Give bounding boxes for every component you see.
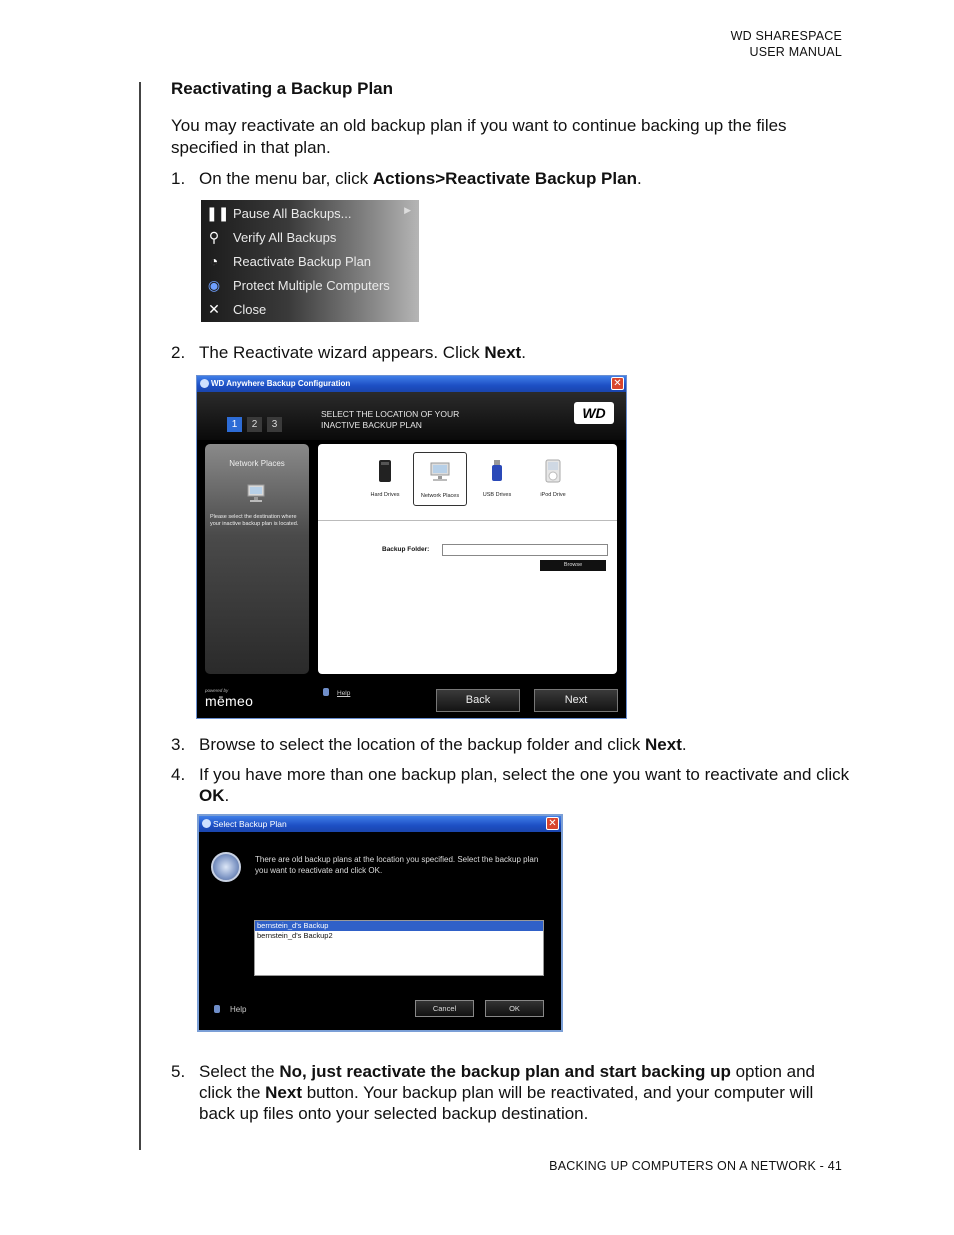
divider — [318, 520, 617, 521]
ipod-icon — [543, 458, 563, 484]
side-panel-title: Network Places — [229, 459, 285, 468]
step-text: button. Your backup plan will be reactivated, and your computer will back up files onto your selected backup destination. — [199, 1083, 814, 1123]
step-emphasis: Next — [484, 343, 522, 362]
network-icon: ◉ — [207, 277, 221, 293]
wizard-step-indicator — [227, 414, 287, 432]
network-places-icon — [245, 482, 267, 504]
window-title: Select Backup Plan — [213, 819, 287, 829]
close-icon[interactable]: ✕ — [546, 817, 559, 830]
step-emphasis: Actions>Reactivate Backup Plan — [372, 169, 637, 188]
magnifier-icon: ⚲ — [208, 229, 220, 245]
wizard-step-2: 2 — [247, 417, 262, 432]
step-number: 5. — [171, 1062, 186, 1081]
menu-item-verify-all-backups[interactable] — [201, 225, 419, 249]
intro-paragraph: You may reactivate an old backup plan if you want to continue backing up the files specified in that plan. — [171, 116, 787, 157]
step-1 — [171, 168, 851, 189]
wizard-heading-line: INACTIVE BACKUP PLAN — [321, 420, 422, 430]
margin-rule — [139, 82, 141, 1150]
choice-network-places[interactable] — [413, 452, 467, 506]
wizard-heading — [321, 409, 459, 431]
side-panel-description: Please select the destination where your inactive backup plan is located. — [210, 514, 299, 527]
step-text: The Reactivate wizard appears. Click — [199, 343, 485, 362]
menu-item-label: Protect Multiple Computers — [233, 278, 390, 293]
step-emphasis: Next — [265, 1083, 302, 1102]
backup-plan-list[interactable] — [254, 920, 544, 976]
app-icon — [200, 379, 209, 388]
menu-item-label: Close — [233, 302, 267, 317]
reactivate-wizard-screenshot — [196, 375, 627, 719]
choice-label: Network Places — [420, 493, 460, 499]
usb-drive-icon — [487, 458, 507, 484]
list-item[interactable]: bernstein_d's Backup2 — [257, 931, 333, 940]
cancel-button[interactable]: Cancel — [415, 1000, 474, 1017]
help-shield-icon — [214, 1005, 220, 1013]
step-4 — [171, 764, 851, 806]
memeo-logo — [205, 688, 253, 709]
step-text: Select the — [199, 1062, 280, 1081]
choice-hard-drives[interactable] — [358, 452, 412, 506]
step-number: 4. — [171, 765, 186, 784]
step-text: . — [224, 786, 230, 805]
step-emphasis: Next — [645, 735, 682, 754]
step-text: On the menu bar, click — [199, 169, 373, 188]
help-link[interactable] — [214, 1005, 246, 1014]
step-text: . — [681, 735, 687, 754]
menu-item-label: Reactivate Backup Plan — [233, 254, 372, 269]
help-label: Help — [337, 690, 351, 697]
backup-folder-input[interactable] — [442, 544, 608, 556]
hard-drive-icon — [375, 458, 395, 484]
next-button[interactable]: Next — [534, 689, 618, 712]
wizard-content-panel — [318, 444, 617, 674]
choice-label: iPod Drive — [540, 492, 566, 498]
step-2 — [171, 342, 851, 363]
backup-folder-label: Backup Folder: — [382, 546, 430, 553]
powered-by-text: powered by — [205, 688, 229, 693]
reactivate-icon: ◔ — [209, 253, 219, 269]
step-emphasis: OK — [199, 786, 225, 805]
wizard-title-bar — [197, 376, 626, 392]
wizard-step-3: 3 — [267, 417, 282, 432]
header-manual: USER MANUAL — [749, 45, 842, 59]
brand-name: mēmeo — [205, 693, 254, 709]
ok-button[interactable]: OK — [485, 1000, 544, 1017]
choice-label: USB Drives — [482, 492, 512, 498]
wizard-heading-line: SELECT THE LOCATION OF YOUR — [321, 409, 460, 419]
step-number: 3. — [171, 735, 186, 754]
dialog-message: There are old backup plans at the location you specified. Select the backup plan you want to reactivate and click OK. — [255, 855, 539, 875]
step-text: . — [521, 343, 526, 362]
step-emphasis: No, just reactivate the backup plan and start backing up — [279, 1062, 731, 1081]
step-number: 2. — [171, 343, 186, 362]
running-header — [731, 28, 842, 60]
menu-item-pause-all-backups[interactable] — [201, 201, 419, 225]
actions-menu-screenshot — [201, 200, 419, 322]
select-backup-plan-screenshot — [197, 814, 563, 1032]
menu-item-label: Verify All Backups — [233, 230, 337, 245]
list-item[interactable]: bernstein_d's Backup — [255, 921, 543, 931]
backup-plan-icon — [211, 852, 241, 882]
step-number: 1. — [171, 169, 186, 188]
wizard-step-1: 1 — [227, 417, 242, 432]
choice-label: Hard Drives — [370, 492, 400, 498]
menu-item-protect-multiple-computers[interactable] — [201, 273, 419, 297]
section-title: Reactivating a Backup Plan — [171, 79, 394, 98]
step-text: If you have more than one backup plan, select the one you want to reactivate and click — [199, 765, 850, 784]
app-icon — [202, 819, 211, 828]
submenu-arrow-icon: ▶ — [404, 205, 411, 215]
step-text: Browse to select the location of the backup folder and click — [199, 735, 646, 754]
step-5 — [171, 1061, 851, 1124]
pause-icon: ❚❚ — [206, 205, 230, 221]
choice-usb-drives[interactable] — [470, 452, 524, 506]
header-product: WD SHARESPACE — [730, 29, 842, 43]
menu-item-label: Pause All Backups... — [233, 206, 352, 221]
dialog-title-bar — [199, 816, 561, 832]
browse-button[interactable]: Browse — [540, 560, 606, 571]
close-icon[interactable]: ✕ — [611, 377, 624, 390]
menu-item-reactivate-backup-plan[interactable] — [201, 249, 419, 273]
step-text: option and click the — [199, 1062, 816, 1102]
wd-logo: WD — [574, 402, 614, 424]
close-x-icon: ✕ — [208, 301, 220, 317]
step-text: . — [636, 169, 642, 188]
network-places-icon — [430, 459, 450, 485]
page-footer: BACKING UP COMPUTERS ON A NETWORK - 41 — [549, 1159, 842, 1173]
help-label: Help — [230, 1005, 247, 1014]
menu-item-close[interactable] — [201, 297, 419, 321]
step-3 — [171, 734, 851, 755]
help-link[interactable] — [323, 688, 350, 697]
back-button[interactable]: Back — [436, 689, 520, 712]
wizard-side-panel — [205, 444, 309, 674]
window-title: WD Anywhere Backup Configuration — [211, 379, 351, 388]
help-shield-icon — [323, 688, 329, 696]
choice-ipod-drive[interactable] — [526, 452, 580, 506]
